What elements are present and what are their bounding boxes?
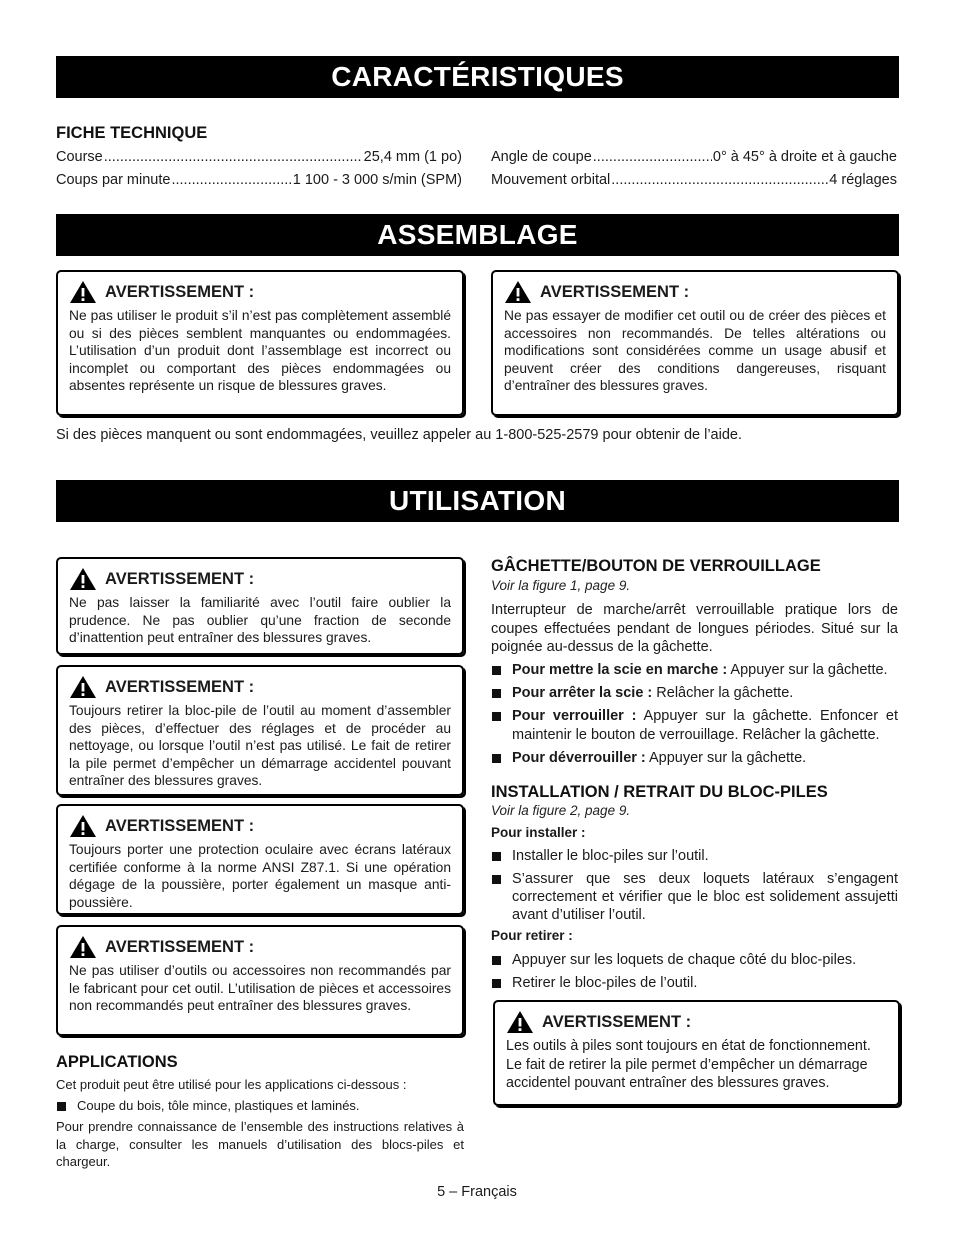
list-item: Pour déverrouiller : Appuyer sur la gâchette. [491, 749, 898, 768]
warning-box-utilisation-2 [56, 665, 464, 796]
warning-text: Les outils à piles sont toujours en état de fonctionnement. Le fait de retirer la pile permet d’empêcher un démarrage accidentel pouvant entraîner des blessures graves. [506, 1038, 871, 1091]
install-label: Pour installer : [491, 825, 586, 840]
warning-title: AVERTISSEMENT : [105, 677, 255, 696]
spec-value: 4 réglages [829, 172, 897, 188]
spec-value: 1 100 - 3 000 s/min (SPM) [292, 172, 462, 188]
installation-figure-ref: Voir la figure 2, page 9. [491, 803, 631, 818]
spec-label: Mouvement orbital [491, 172, 611, 188]
warning-box-utilisation-3 [56, 804, 464, 915]
spec-value: 25,4 mm (1 po) [363, 149, 462, 165]
fiche-technique-title: FICHE TECHNIQUE [56, 124, 208, 142]
list-item: Retirer le bloc-piles de l’outil. [491, 974, 898, 993]
help-line: Si des pièces manquent ou sont endommagées, veuillez appeler au 1-800-525-2579 pour obtenir de l’aide. [56, 427, 742, 443]
warning-triangle-icon [69, 675, 97, 699]
applications-list [56, 1097, 464, 1115]
list-item: Installer le bloc-piles sur l’outil. [491, 847, 898, 866]
warning-title: AVERTISSEMENT : [540, 282, 690, 301]
warning-title: AVERTISSEMENT : [542, 1012, 692, 1031]
warning-triangle-icon [504, 280, 532, 304]
spec-orbital [491, 172, 897, 188]
section-banner-utilisation: UTILISATION [56, 480, 899, 522]
list-item: Appuyer sur les loquets de chaque côté du bloc-piles. [491, 951, 898, 970]
gachette-figure-ref: Voir la figure 1, page 9. [491, 578, 631, 593]
warning-title: AVERTISSEMENT : [105, 816, 255, 835]
installation-title: INSTALLATION / RETRAIT DU BLOC-PILES [491, 783, 828, 801]
spec-course [56, 149, 462, 165]
spec-coups [56, 172, 462, 188]
warning-triangle-icon [69, 567, 97, 591]
warning-triangle-icon [69, 280, 97, 304]
warning-text: Ne pas essayer de modifier cet outil ou de créer des pièces et accessoires non recommandés. De telles altérations ou modifications sont considérées comme un usage abusif et peuvent créer des conditions dangereuses, risquant d’entraîner des blessures graves. [504, 308, 886, 393]
page-footer: 5 – Français [437, 1184, 517, 1200]
warning-box-bloc-piles [493, 1000, 900, 1106]
gachette-intro: Interrupteur de marche/arrêt verrouillable pratique lors de coupes effectuées pendant de longues périodes. Situé sur la poignée au-dessus de la gâchette. [491, 602, 898, 655]
section-banner-caracteristiques: CARACTÉRISTIQUES [56, 56, 899, 98]
install-list [491, 847, 898, 928]
warning-text: Toujours retirer la bloc-pile de l’outil au moment d’assembler des pièces, d’effectuer des réglages et de procéder au nettoyage, ou lorsque l’outil n’est pas utilisé. Le fait de retirer la pile permet d’empêcher un démarrage accidentel pouvant entraîner des blessures graves. [69, 703, 451, 788]
warning-text: Ne pas utiliser le produit s’il n’est pas complètement assemblé ou si des pièces semblent manquantes ou endommagées. L’utilisation d’un produit dont l’assemblage est incorrect ou incomplet ou comportant des pièces endommagées ou absentes représente un risque de blessures graves. [69, 308, 451, 393]
section-banner-assemblage: ASSEMBLAGE [56, 214, 899, 256]
warning-text: Ne pas laisser la familiarité avec l’outil faire oublier la prudence. Ne pas oublier qu’une fraction de seconde d’inattention peut entraîner des blessures graves. [69, 595, 451, 645]
gachette-list [491, 661, 898, 772]
warning-box-assemblage-1 [56, 270, 464, 416]
list-item: Pour mettre la scie en marche : Appuyer sur la gâchette. [491, 661, 898, 680]
warning-title: AVERTISSEMENT : [105, 937, 255, 956]
warning-box-utilisation-1 [56, 557, 464, 655]
warning-box-utilisation-4 [56, 925, 464, 1036]
warning-box-assemblage-2 [491, 270, 899, 416]
spec-label: Coups par minute [56, 172, 171, 188]
warning-text: Toujours porter une protection oculaire avec écrans latéraux certifiée conforme à la norme ANSI Z87.1. Si une opération dégage de la poussière, porter également un masque anti-poussière. [69, 842, 451, 910]
list-item: S’assurer que ses deux loquets latéraux s’engagent correctement et vérifier que le bloc est solidement assujetti avant d’utiliser l’outil. [491, 870, 898, 924]
remove-label: Pour retirer : [491, 928, 573, 943]
warning-triangle-icon [69, 935, 97, 959]
applications-intro: Cet produit peut être utilisé pour les applications ci-dessous : [56, 1077, 407, 1092]
list-item: Coupe du bois, tôle mince, plastiques et laminés. [56, 1097, 464, 1115]
spec-label: Angle de coupe [491, 149, 592, 165]
warning-title: AVERTISSEMENT : [105, 569, 255, 588]
gachette-title: GÂCHETTE/BOUTON DE VERROUILLAGE [491, 557, 821, 575]
spec-label: Course [56, 149, 103, 165]
warning-title: AVERTISSEMENT : [105, 282, 255, 301]
warning-triangle-icon [69, 814, 97, 838]
spec-angle [491, 149, 897, 165]
applications-title: APPLICATIONS [56, 1053, 178, 1071]
spec-value: 0° à 45° à droite et à gauche [712, 149, 897, 165]
warning-text: Ne pas utiliser d’outils ou accessoires non recommandés par le fabricant pour cet outil. L’utilisation de pièces et accessoires non recommandés peut entraîner des blessures graves. [69, 963, 451, 1013]
applications-note: Pour prendre connaissance de l’ensemble des instructions relatives à la charge, consulter les manuels d’utilisation des blocs-piles et chargeur. [56, 1119, 464, 1169]
remove-list [491, 951, 898, 997]
list-item: Pour arrêter la scie : Relâcher la gâchette. [491, 684, 898, 703]
warning-triangle-icon [506, 1010, 534, 1034]
list-item: Pour verrouiller : Appuyer sur la gâchette. Enfoncer et maintenir le bouton de verrouillage. Relâcher la gâchette. [491, 707, 898, 745]
